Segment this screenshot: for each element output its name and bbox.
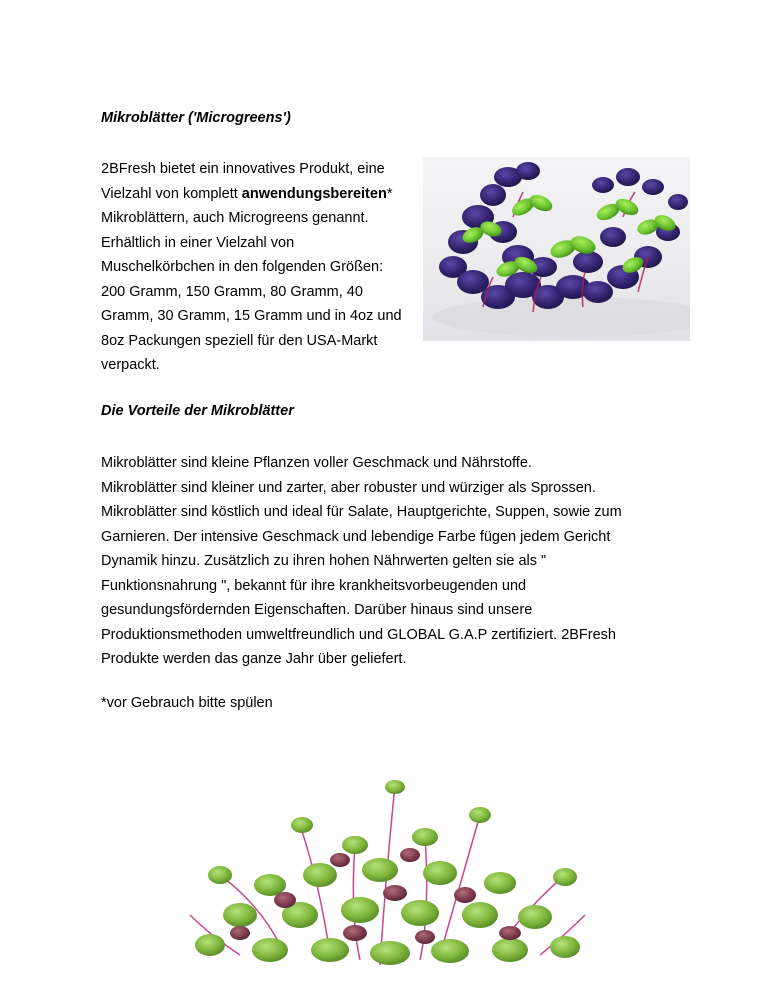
microgreens-photo-purple: [423, 157, 690, 341]
benefits-line: Funktionsnahrung ", bekannt für ihre krankheitsvorbeugenden und: [101, 577, 527, 594]
bold-term: anwendungsbereiten: [241, 185, 387, 202]
intro-line: verpackt.: [101, 357, 160, 373]
intro-line: Mikroblättern, auch Microgreens genannt.: [101, 210, 369, 226]
section-heading-microgreens: Mikroblätter ('Microgreens'): [101, 110, 291, 126]
intro-line: Gramm, 30 Gramm, 15 Gramm und in 4oz und: [101, 308, 402, 324]
intro-text: Vielzahl von komplett: [101, 185, 242, 202]
intro-line: 8oz Packungen speziell für den USA-Markt: [101, 332, 378, 349]
footnote-text: *vor Gebrauch bitte spülen: [101, 695, 273, 711]
intro-paragraph: [101, 157, 431, 378]
intro-line: 2BFresh bietet ein innovatives Produkt, eine: [101, 161, 385, 177]
intro-line: Muschelkörbchen in den folgenden Größen:: [101, 259, 384, 275]
benefits-line: gesundungsfördernden Eigenschaften. Darüber hinaus sind unsere: [101, 602, 533, 618]
benefits-line: Mikroblätter sind köstlich und ideal für Salate, Hauptgerichte, Suppen, sowie zum: [101, 504, 622, 520]
benefits-line: Mikroblätter sind kleiner und zarter, aber robuster und würziger als Sprossen.: [101, 479, 596, 496]
section-heading-benefits: Die Vorteile der Mikroblätter: [101, 403, 294, 419]
benefits-line: Produkte werden das ganze Jahr über geliefert.: [101, 651, 407, 667]
benefits-line: Dynamik hinzu. Zusätzlich zu ihren hohen Nährwerten gelten sie als ": [101, 553, 547, 569]
intro-line: [101, 182, 431, 207]
intro-line: 200 Gramm, 150 Gramm, 80 Gramm, 40: [101, 283, 363, 300]
benefits-line: Produktionsmethoden umweltfreundlich und GLOBAL G.A.P zertifiziert. 2BFresh: [101, 626, 616, 643]
microgreens-photo-mixed: [180, 765, 590, 970]
mixed-microgreens-illustration: [180, 765, 590, 970]
benefits-paragraph: [101, 451, 701, 672]
purple-microgreens-illustration: [423, 157, 690, 341]
footnote-marker: *: [386, 185, 393, 202]
intro-line: Erhältlich in einer Vielzahl von: [101, 234, 295, 251]
benefits-line: Mikroblätter sind kleine Pflanzen voller Geschmack und Nährstoffe.: [101, 455, 532, 471]
benefits-line: Garnieren. Der intensive Geschmack und lebendige Farbe fügen jedem Gericht: [101, 528, 611, 545]
